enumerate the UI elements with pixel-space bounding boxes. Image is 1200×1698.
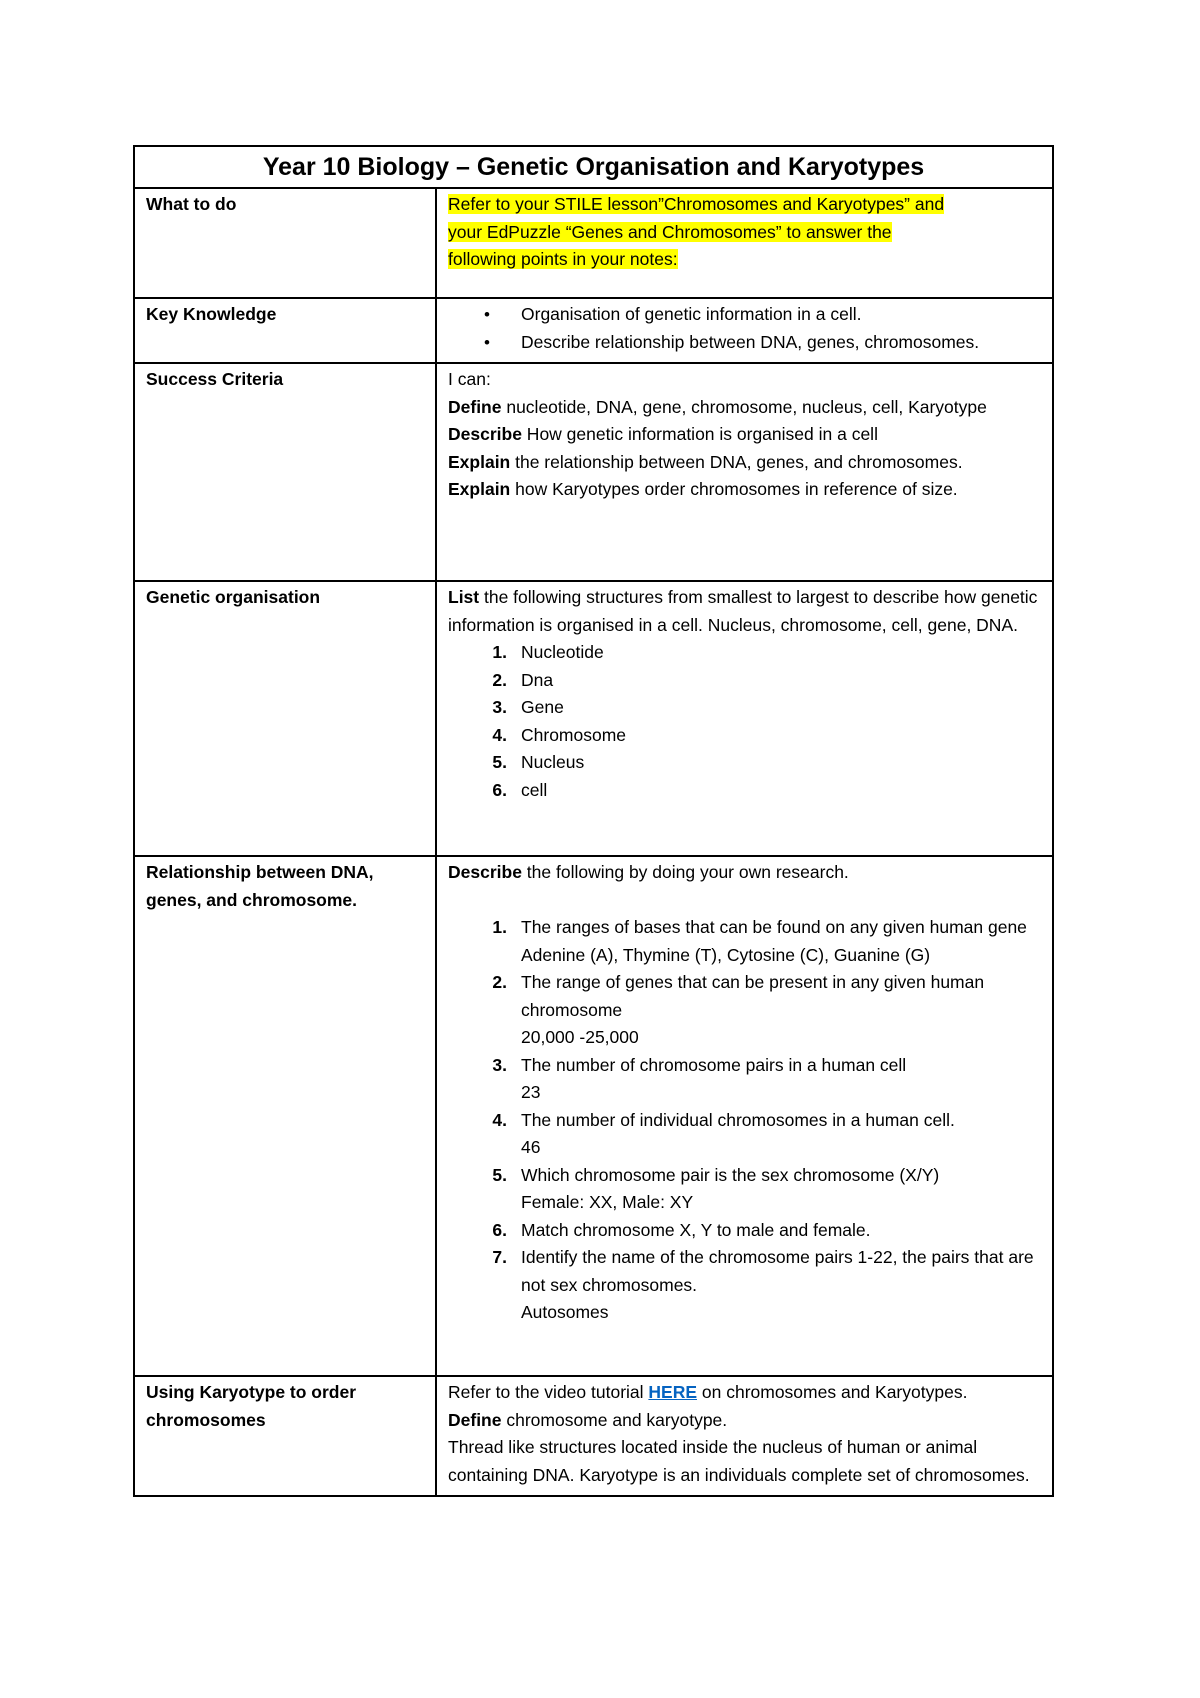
question-text: The number of chromosome pairs in a human cell [521,1054,907,1075]
success-text: how Karyotypes order chromosomes in reference of size. [510,479,958,499]
list-item [484,301,1042,329]
success-verb: Define [448,396,502,417]
list-text: Gene [521,697,564,717]
instruction-text: the following by doing your own research. [521,862,849,882]
list-item [492,1244,1042,1327]
answer-text: 20,000 -25,000 [521,1027,639,1047]
success-item [448,476,1042,504]
list-text: Dna [521,669,554,690]
list-number: 4. [492,724,507,745]
success-intro: I can: [448,369,491,389]
success-criteria-label: Success Criteria [134,363,436,581]
instruction-line-1: Refer to your STILE lesson”Chromosomes and Karyotypes” and [448,194,945,214]
genetic-organisation-instruction [448,584,1042,639]
list-item [492,667,1042,695]
instruction-text: the following structures from smallest to largest to describe how genetic information is organised in a cell. Nucleus, chromosome, cell, gene, DNA. [448,587,1038,635]
question-text: The number of individual chromosomes in a human cell. [521,1109,955,1130]
karyotype-answer: Thread like structures located inside the nucleus of human or animal containing DNA. Karyotype is an individuals complete set of chromosomes. [448,1437,1030,1485]
answer-text: Autosomes [521,1302,609,1322]
key-knowledge-item: Organisation of genetic information in a cell. [521,304,862,324]
relationship-instruction [448,859,1042,887]
reference-text: on chromosomes and Karyotypes. [697,1382,968,1402]
list-text: Chromosome [521,724,627,745]
list-number: 2. [492,669,507,690]
key-knowledge-item: Describe relationship between DNA, genes, chromosomes. [521,331,980,352]
list-number: 1. [492,642,507,662]
answer-text: 23 [521,1082,541,1102]
success-item [448,394,1042,422]
list-number: 4. [492,1109,507,1130]
bullet-icon: • [484,332,490,352]
instruction-line-2: your EdPuzzle “Genes and Chromosomes” to answer the [448,221,892,242]
success-criteria-content [436,363,1053,581]
karyotype-reference [448,1379,1042,1407]
list-item [492,722,1042,750]
what-to-do-content [436,188,1053,298]
karyotype-row [134,1376,1053,1496]
structure-order-list [448,639,1042,804]
list-number: 3. [492,697,507,717]
question-text: The ranges of bases that can be found on any given human gene [521,917,1027,937]
instruction-verb: Describe [448,862,522,882]
answer-text: 46 [521,1137,541,1157]
karyotype-content [436,1376,1053,1496]
list-item [484,329,1042,357]
success-criteria-row [134,363,1053,581]
list-item [492,1162,1042,1217]
success-verb: Explain [448,451,511,472]
question-text: The range of genes that can be present in any given human chromosome [521,972,985,1020]
question-text: Match chromosome X, Y to male and female. [521,1219,871,1240]
list-text: Nucleotide [521,642,604,662]
success-item [448,449,1042,477]
karyotype-define [448,1407,1042,1435]
bullet-icon: • [484,305,490,324]
page-title: Year 10 Biology – Genetic Organisation and Karyotypes [134,146,1053,188]
what-to-do-row [134,188,1053,298]
list-item [492,1052,1042,1107]
instruction-verb: List [448,587,480,607]
list-number: 5. [492,1164,507,1185]
question-text: Identify the name of the chromosome pairs 1-22, the pairs that are not sex chromosomes. [521,1247,1034,1295]
list-number: 2. [492,972,507,992]
answer-text: Female: XX, Male: XY [521,1192,694,1212]
instruction-text: chromosome and karyotype. [501,1409,728,1430]
key-knowledge-list [448,301,1042,356]
list-number: 7. [492,1247,507,1267]
success-item [448,421,1042,449]
what-to-do-label: What to do [134,188,436,298]
title-row [134,146,1053,188]
list-number: 5. [492,752,507,772]
list-item [492,777,1042,805]
success-verb: Describe [448,424,522,444]
list-number: 1. [492,917,507,937]
genetic-organisation-content [436,581,1053,856]
list-number: 6. [492,1219,507,1240]
list-text: cell [521,779,548,800]
list-item [492,914,1042,969]
success-text: How genetic information is organised in a cell [521,424,878,444]
list-item [492,969,1042,1052]
key-knowledge-row [134,298,1053,363]
list-text: Nucleus [521,752,585,772]
instruction-verb: Define [448,1409,502,1430]
relationship-row [134,856,1053,1376]
instruction-line-3: following points in your notes: [448,249,678,269]
worksheet-table [133,145,1054,1497]
list-item [492,1217,1042,1245]
relationship-label: Relationship between DNA, genes, and chromosome. [134,856,436,1376]
spacer [448,887,1042,915]
genetic-organisation-row [134,581,1053,856]
video-tutorial-link[interactable]: HERE [648,1382,698,1402]
research-question-list [448,914,1042,1327]
genetic-organisation-label: Genetic organisation [134,581,436,856]
key-knowledge-label: Key Knowledge [134,298,436,363]
success-text: the relationship between DNA, genes, and chromosomes. [510,451,963,472]
list-number: 6. [492,779,507,800]
success-verb: Explain [448,479,511,499]
list-item [492,749,1042,777]
karyotype-label: Using Karyotype to order chromosomes [134,1376,436,1496]
reference-text: Refer to the video tutorial [448,1382,649,1402]
key-knowledge-content [436,298,1053,363]
relationship-content [436,856,1053,1376]
answer-text: Adenine (A), Thymine (T), Cytosine (C), Guanine (G) [521,944,931,965]
list-item [492,694,1042,722]
list-item [492,1107,1042,1162]
list-item [492,639,1042,667]
question-text: Which chromosome pair is the sex chromosome (X/Y) [521,1164,940,1185]
success-text: nucleotide, DNA, gene, chromosome, nucleus, cell, Karyotype [501,396,987,417]
list-number: 3. [492,1054,507,1075]
